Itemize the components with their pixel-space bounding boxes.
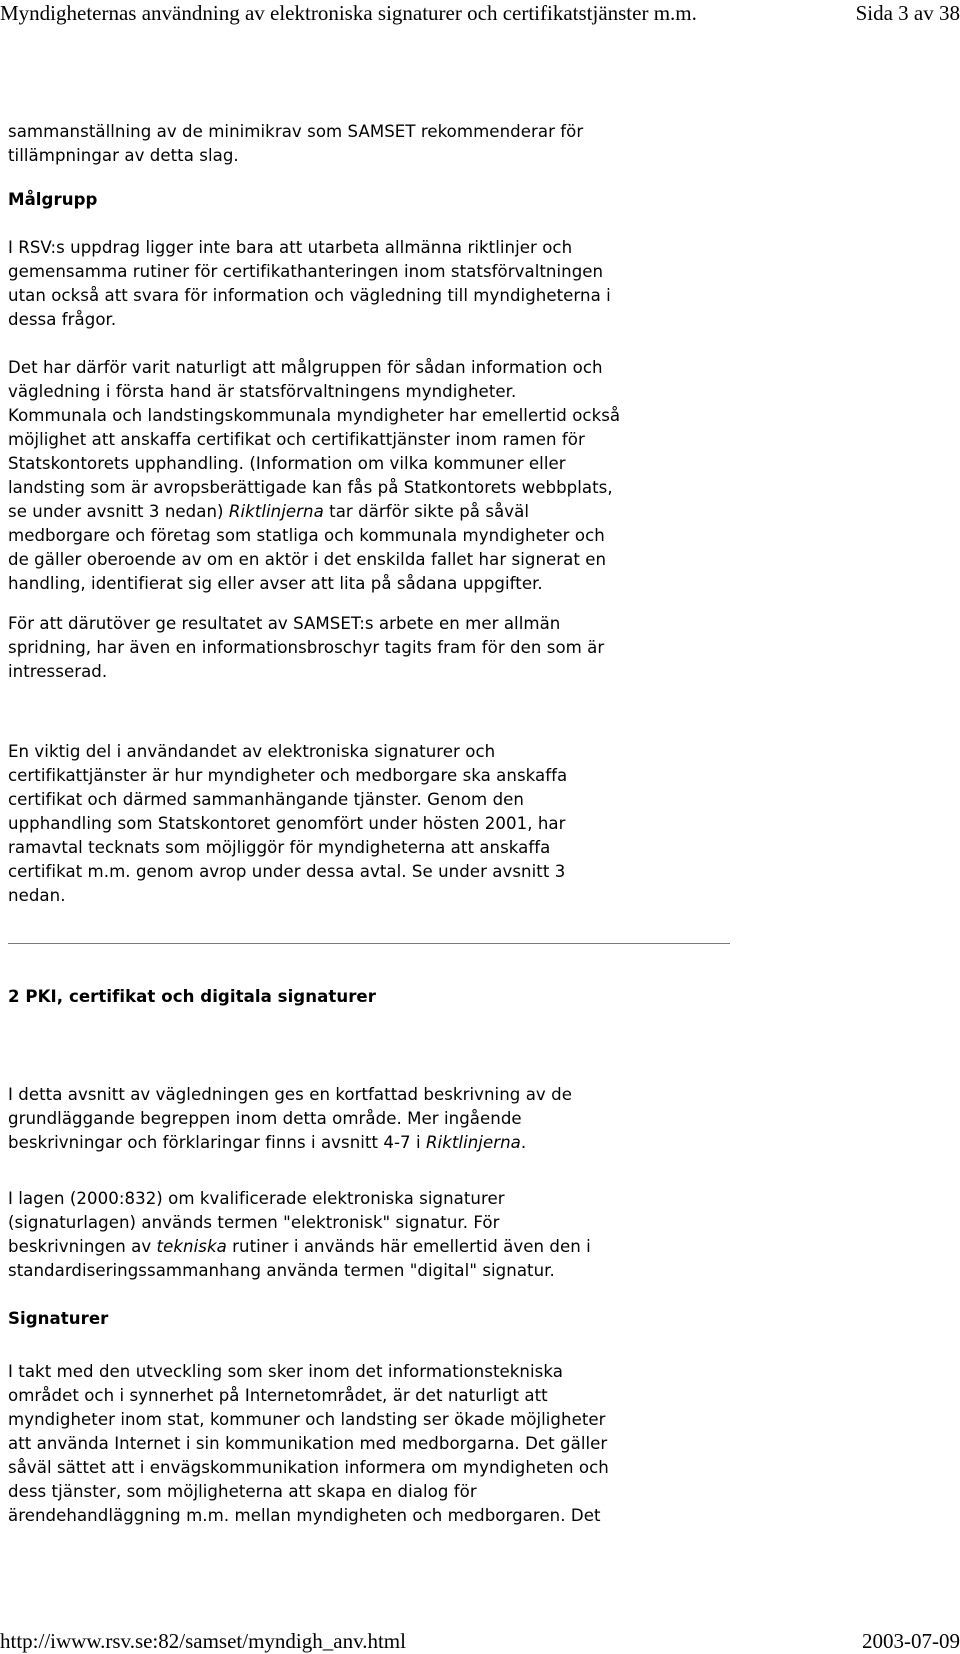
riktlinjerna-reference: Riktlinjerna xyxy=(228,502,324,521)
document-title: Myndigheternas användning av elektroniska signaturer och certifikatstjänster m.m. xyxy=(0,1,697,25)
page-number: Sida 3 av 38 xyxy=(855,1,960,25)
paragraph-avsnitt: I detta avsnitt av vägledningen ges en kortfattad beskrivning av de grundläggande begreppen inom detta område. Mer ingående beskrivningar och förklaringar finns i avsnitt 4-7 i Riktlinjerna. xyxy=(8,1085,572,1152)
heading-malgrupp: Målgrupp xyxy=(8,190,98,209)
tekniska-emphasis: tekniska xyxy=(156,1237,227,1256)
paragraph-intro: sammanställning av de minimikrav som SAMSET rekommenderar för tillämpningar av detta slag. xyxy=(8,122,584,165)
paragraph-malgruppen: Det har därför varit naturligt att målgruppen för sådan information och vägledning i första hand är statsförvaltningens myndigheter. Kommunala och landstingskommunala myndigheter har emellertid också möjlighet att anskaffa certifikat och certifikattjänster inom ramen för Statskontorets upphandling. (Information om vilka kommuner eller landsting som är avropsberättigade kan fås på Statkontorets webbplats, se under avsnitt 3 nedan) Riktlinjerna tar därför sikte på såväl medborgare och företag som statliga och kommunala myndigheter och de gäller oberoende av om en aktör i det enskilda fallet har signerat en handling, identifierat sig eller avser att lita på sådana uppgifter. xyxy=(8,358,621,593)
paragraph-anskaffa: En viktig del i användandet av elektroniska signaturer och certifikattjänster är hur myndigheter och medborgare ska anskaffa certifikat och därmed sammanhängande tjänster. Genom den upphandling som Statskontoret genomfört under hösten 2001, har ramavtal tecknats som möjliggör för myndigheterna att anskaffa certifikat m.m. genom avrop under dessa avtal. Se under avsnitt 3 nedan. xyxy=(8,742,568,905)
heading-signaturer: Signaturer xyxy=(8,1309,109,1328)
paragraph-broschyr: För att därutöver ge resultatet av SAMSET:s arbete en mer allmän spridning, har även en informationsbroschyr tagits fram för den som är intresserad. xyxy=(8,614,605,681)
page-url[interactable]: http://iwww.rsv.se:82/samset/myndigh_anv.html xyxy=(0,1629,406,1653)
print-date: 2003-07-09 xyxy=(862,1629,960,1653)
page-footer xyxy=(0,1628,960,1654)
paragraph-signaturlagen: I lagen (2000:832) om kvalificerade elektroniska signaturer (signaturlagen) används termen "elektronisk" signatur. För beskrivningen av tekniska rutiner i används här emellertid även den i standardiseringssammanhang använda termen "digital" signatur. xyxy=(8,1189,591,1280)
riktlinjerna-reference: Riktlinjerna xyxy=(425,1133,521,1152)
section-divider xyxy=(8,943,730,944)
page-header xyxy=(0,0,960,26)
paragraph-utveckling: I takt med den utveckling som sker inom det informationstekniska området och i synnerhet på Internetområdet, är det naturligt att myndigheter inom stat, kommuner och landsting ser ökade möjligheter att använda Internet i sin kommunikation med medborgarna. Det gäller såväl sättet att i envägskommunikation informera om myndigheten och dess tjänster, som möjligheterna att skapa en dialog för ärendehandläggning m.m. mellan myndigheten och medborgaren. Det xyxy=(8,1362,609,1525)
paragraph-uppdrag: I RSV:s uppdrag ligger inte bara att utarbeta allmänna riktlinjer och gemensamma rutiner för certifikathanteringen inom statsförvaltningen utan också att svara för information och vägledning till myndigheterna i dessa frågor. xyxy=(8,238,611,329)
heading-section-2: 2 PKI, certifikat och digitala signaturer xyxy=(8,987,376,1006)
